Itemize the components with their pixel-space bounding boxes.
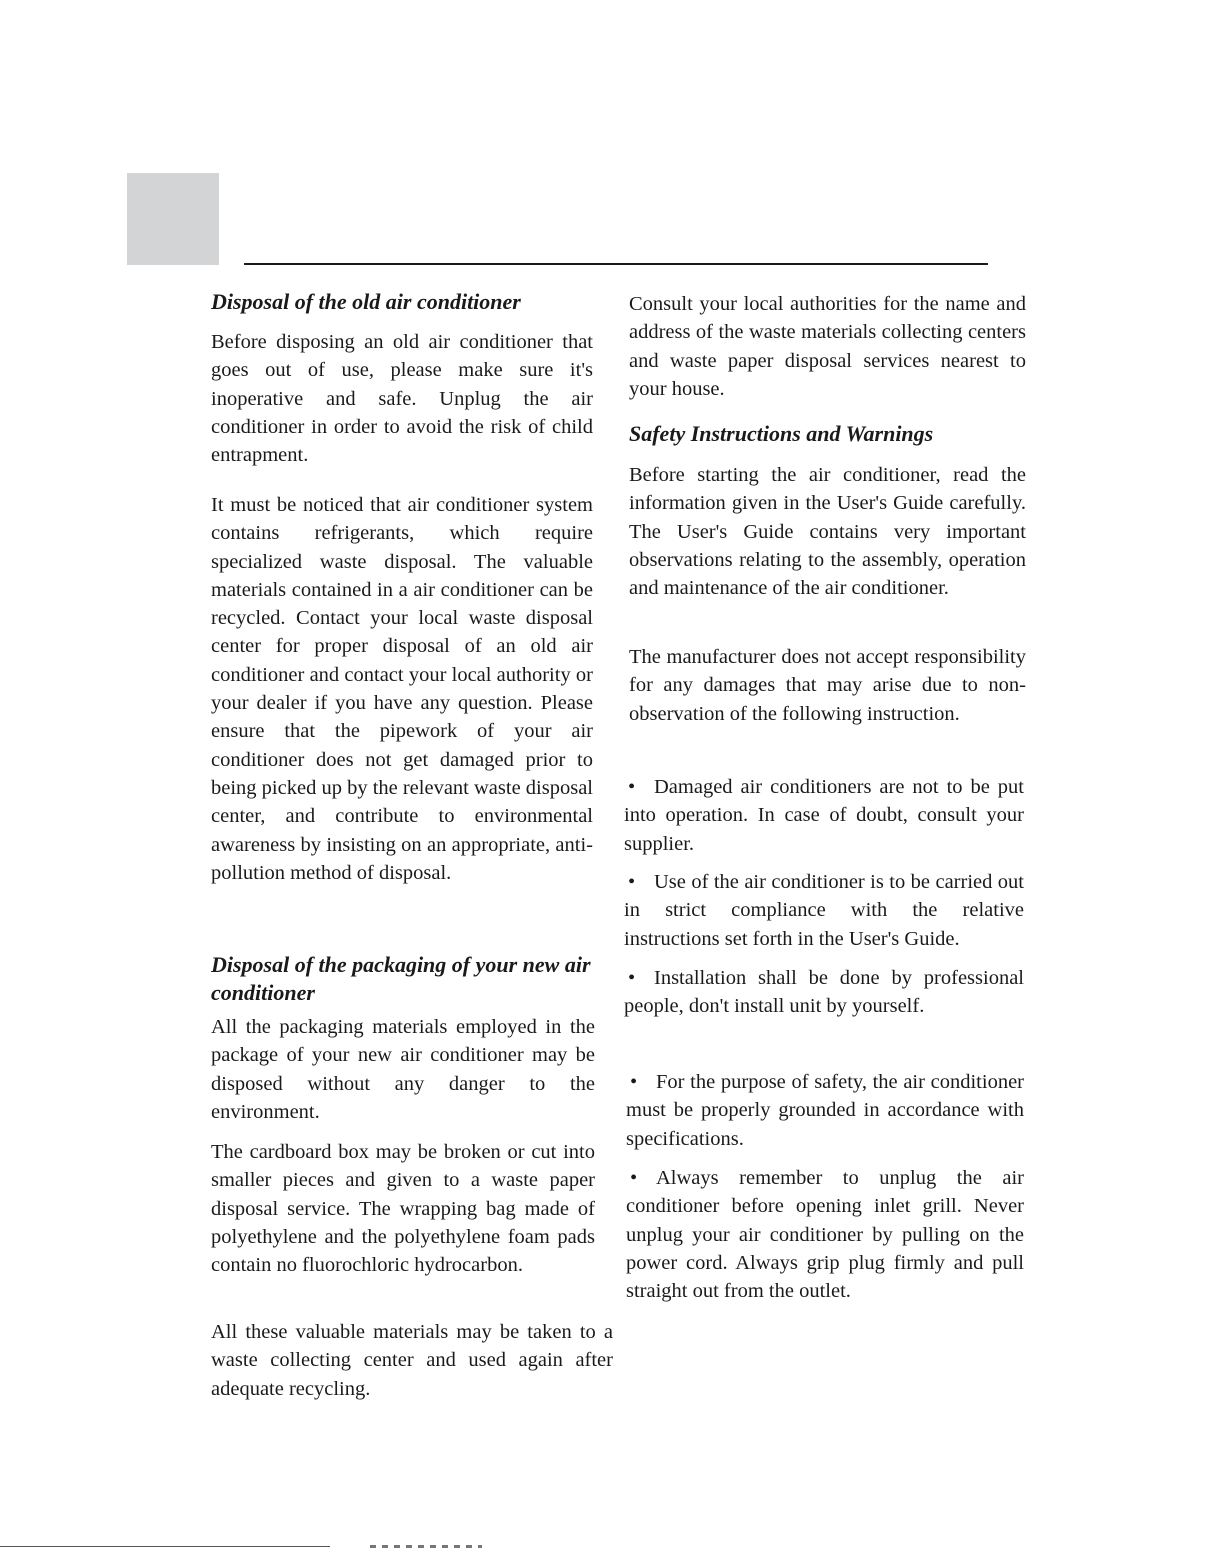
bullet-text-installation: Installation shall be done by professional people, don't install unit by yourself. (624, 967, 1024, 1018)
list-item (624, 773, 1024, 858)
list-item (624, 868, 1024, 953)
heading-disposal-packaging: Disposal of the packaging of your new air conditioner (211, 952, 591, 1005)
bullet-text-grounding: For the purpose of safety, the air conditioner must be properly grounded in accordance with specifications. (626, 1071, 1024, 1150)
bullet-glyph: • (628, 871, 636, 893)
paragraph-consult-authorities: Consult your local authorities for the name and address of the waste materials collecting centers and waste paper disposal services nearest to your house. (629, 293, 1026, 400)
bullet-glyph: • (630, 1071, 638, 1093)
bullet-text-damaged: Damaged air conditioners are not to be put into operation. In case of doubt, consult your supplier. (624, 776, 1024, 855)
bullet-glyph: • (628, 776, 636, 798)
paragraph-before-disposing: Before disposing an old air conditioner that goes out of use, please make sure it's inoperative and safe. Unplug the air conditioner in order to avoid the risk of child entrapment. (211, 331, 593, 467)
section-tab-block (127, 173, 219, 265)
paragraph-manufacturer: The manufacturer does not accept responsibility for any damages that may arise due to non-observation of the following instruction. (629, 646, 1026, 725)
bottom-rule (0, 1546, 330, 1547)
paragraph-packaging-materials: All the packaging materials employed in the package of your new air conditioner may be disposed without any danger to the environment. (211, 1016, 595, 1123)
header-rule (244, 263, 988, 265)
paragraph-cardboard-box: The cardboard box may be broken or cut into smaller pieces and given to a waste paper disposal service. The wrapping bag made of polyethylene and the polyethylene foam pads contain no fluorochloric hydrocarbon. (211, 1141, 595, 1277)
paragraph-recycling: All these valuable materials may be taken to a waste collecting center and used again after adequate recycling. (211, 1321, 613, 1400)
scan-artifact (370, 1545, 482, 1548)
list-item (626, 1164, 1024, 1305)
paragraph-refrigerants: It must be noticed that air conditioner system contains refrigerants, which require specialized waste disposal. The valuable materials contained in a air conditioner can be recycled. Contact your local waste disposal center for proper disposal of an old air conditioner and contact your local authority or your dealer if you have any question. Please ensure that the pipework of your air conditioner does not get damaged prior to being picked up by the relevant waste disposal center, and contribute to environmental awareness by insisting on an appropriate, anti-pollution method of disposal. (211, 494, 593, 884)
paragraph-users-guide: Before starting the air conditioner, read the information given in the User's Guide carefully. The User's Guide contains very important observations relating to the assembly, operation and maintenance of the air conditioner. (629, 464, 1026, 600)
list-item (626, 1068, 1024, 1153)
bullet-text-unplug: Always remember to unplug the air conditioner before opening inlet grill. Never unplug your air conditioner by pulling on the power cord. Always grip plug firmly and pull straight out from the outlet. (626, 1167, 1024, 1303)
bullet-glyph: • (628, 967, 636, 989)
bullet-text-compliance: Use of the air conditioner is to be carried out in strict compliance with the relative instructions set forth in the User's Guide. (624, 871, 1024, 950)
heading-disposal-old: Disposal of the old air conditioner (211, 289, 521, 314)
list-item (624, 964, 1024, 1021)
bullet-glyph: • (630, 1167, 638, 1189)
heading-safety-instructions: Safety Instructions and Warnings (629, 421, 934, 446)
